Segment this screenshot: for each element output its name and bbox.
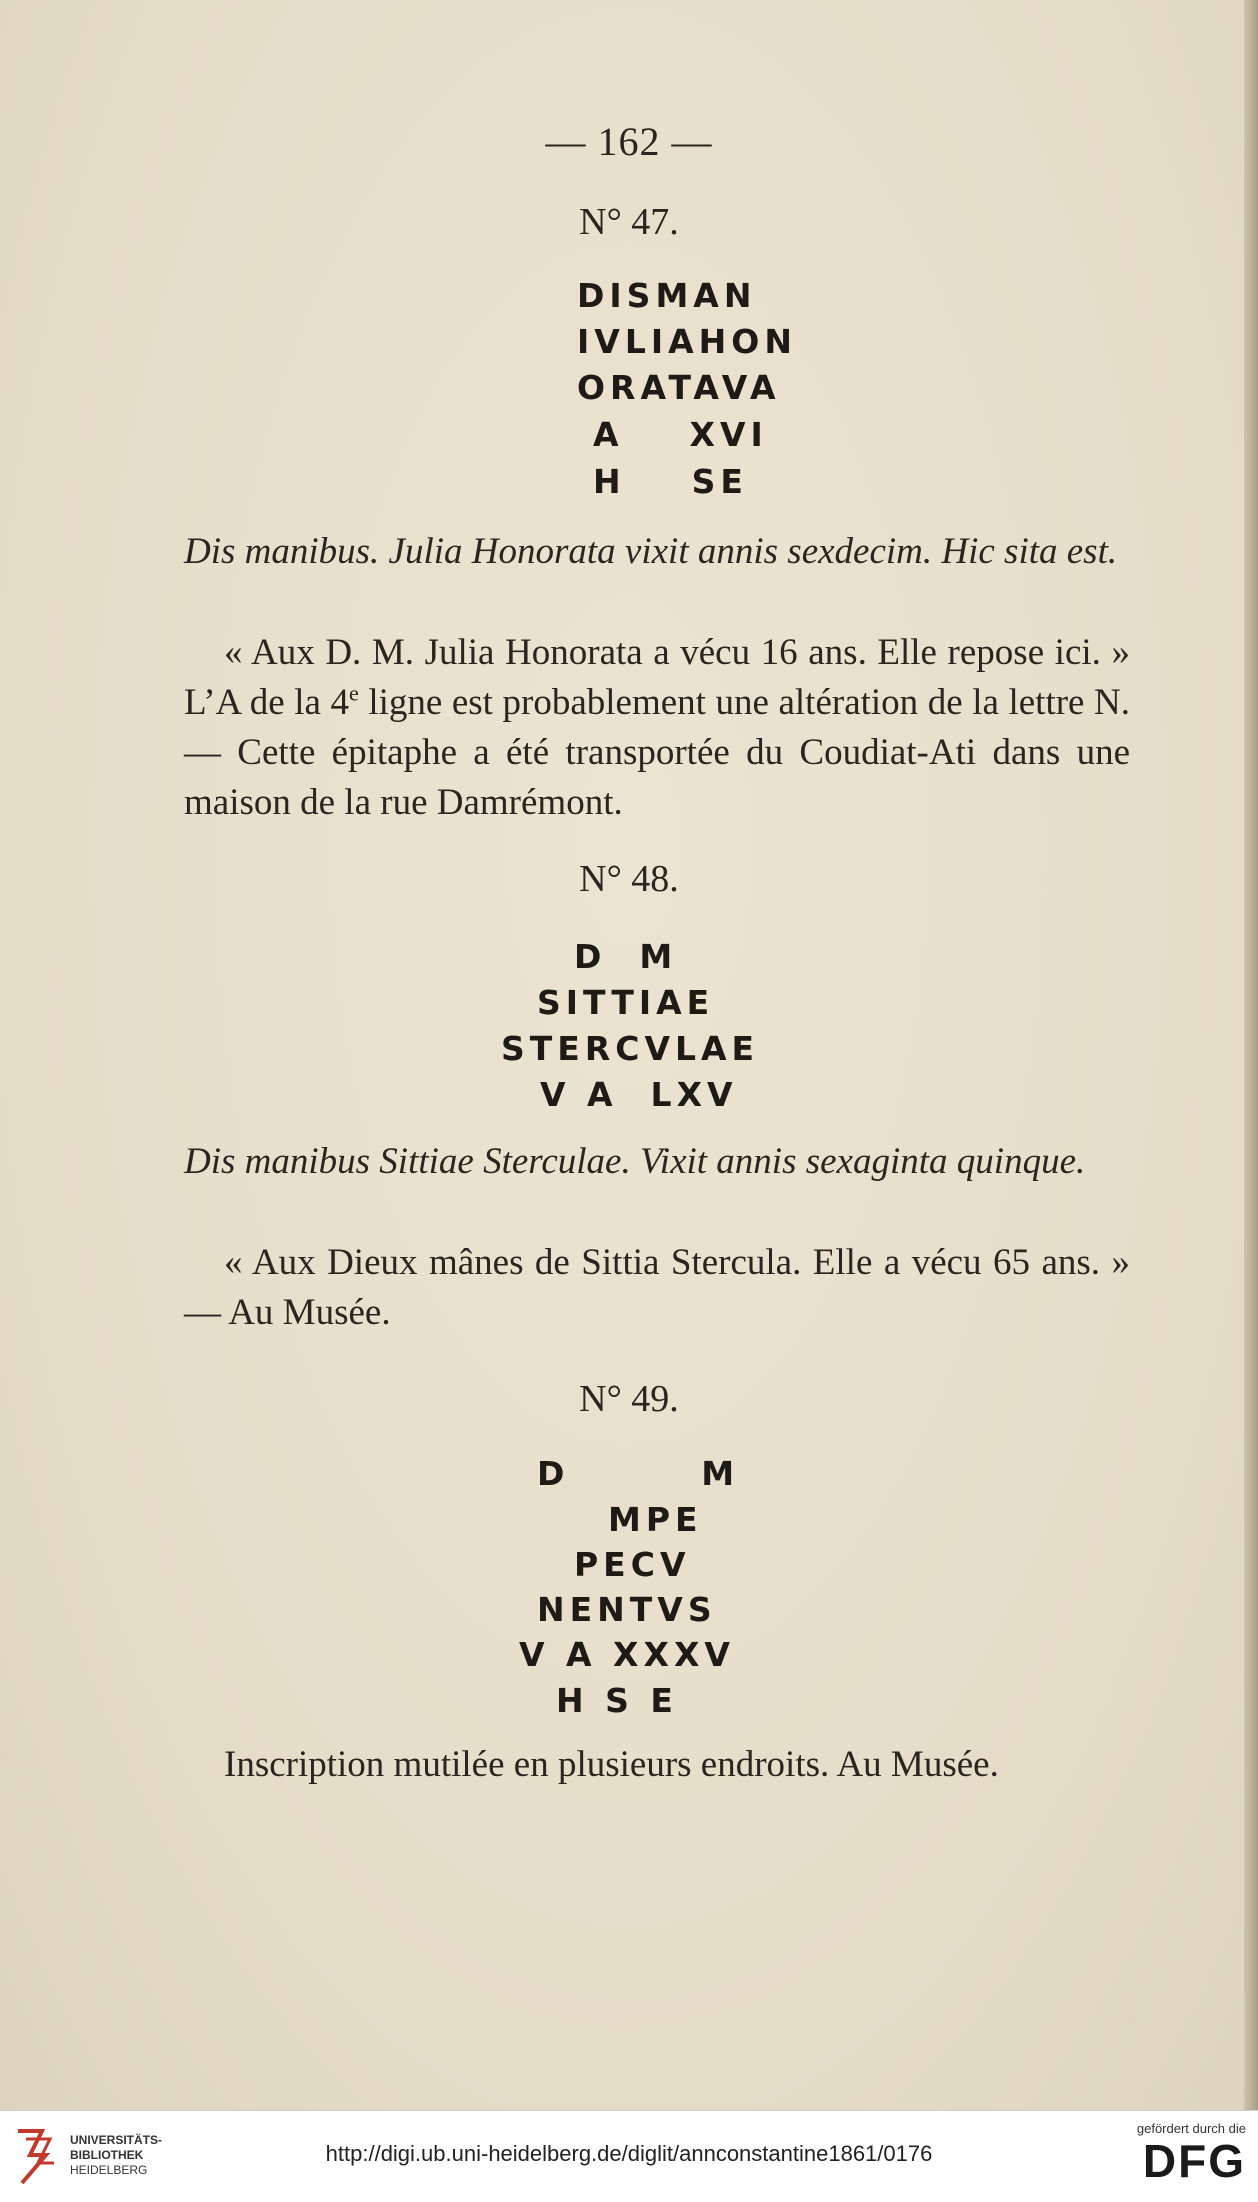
viewer-footer: [0, 2110, 1258, 2202]
library-name-line: HEIDELBERG: [70, 2163, 148, 2177]
inscription-line: V A LXV: [540, 1075, 738, 1114]
inscription-line: NENTVS: [537, 1590, 717, 1629]
page-edge-shadow: [1244, 0, 1258, 2110]
sponsor-label: gefördert durch die: [1136, 2121, 1246, 2136]
inscription-line: H SE: [593, 462, 748, 501]
inscription-heading-47: N° 47.: [579, 201, 679, 243]
note-49: Inscription mutilée en plusieurs endroits. Au Musée.: [224, 1744, 999, 1785]
inscription-line: STERCVLAE: [501, 1029, 760, 1068]
inscription-line: DISMAN: [577, 276, 757, 315]
french-translation-48: « Aux Dieux mânes de Sittia Stercula. Elle a vécu 65 ans. » — Au Musée.: [184, 1242, 1130, 1333]
latin-transcription-48: Dis manibus Sittiae Sterculae. Vixit annis sexaginta quinque.: [184, 1141, 1086, 1182]
library-name-line: UNIVERSITÄTS-: [70, 2133, 163, 2147]
inscription-heading-48: N° 48.: [579, 858, 679, 900]
inscription-heading-49: N° 49.: [579, 1378, 679, 1420]
inscription-line: PECV: [574, 1545, 691, 1584]
inscription-line: ORATAVA: [577, 368, 781, 407]
dfg-logo: DFG: [1142, 2135, 1246, 2187]
permalink-url[interactable]: http://digi.ub.uni-heidelberg.de/diglit/annconstantine1861/0176: [325, 2141, 933, 2166]
inscription-line: D M: [574, 937, 678, 976]
library-name-line: BIBLIOTHEK: [70, 2148, 144, 2162]
inscription-line: V A XXXV: [519, 1635, 735, 1674]
inscription-line: IVLIAHON: [577, 322, 797, 361]
inscription-line: H S E: [556, 1681, 678, 1720]
inscription-line: D M: [537, 1454, 740, 1493]
inscription-line: SITTIAE: [537, 983, 715, 1022]
sponsor-block: [1137, 2121, 1246, 2186]
inscription-line: MPE: [608, 1500, 703, 1539]
french-translation-47: « Aux D. M. Julia Honorata a vécu 16 ans. Elle repose ici. » L’A de la 4e ligne est probablement une altération de la lettre N. — Cette épitaphe a été transportée du Coudiat-Ati dans une maison de la rue Damrémont.: [184, 632, 1130, 823]
inscription-line: A XVI: [593, 415, 768, 454]
page-number: — 162 —: [545, 119, 713, 164]
latin-transcription-47: Dis manibus. Julia Honorata vixit annis sexdecim. Hic sita est.: [184, 531, 1118, 572]
